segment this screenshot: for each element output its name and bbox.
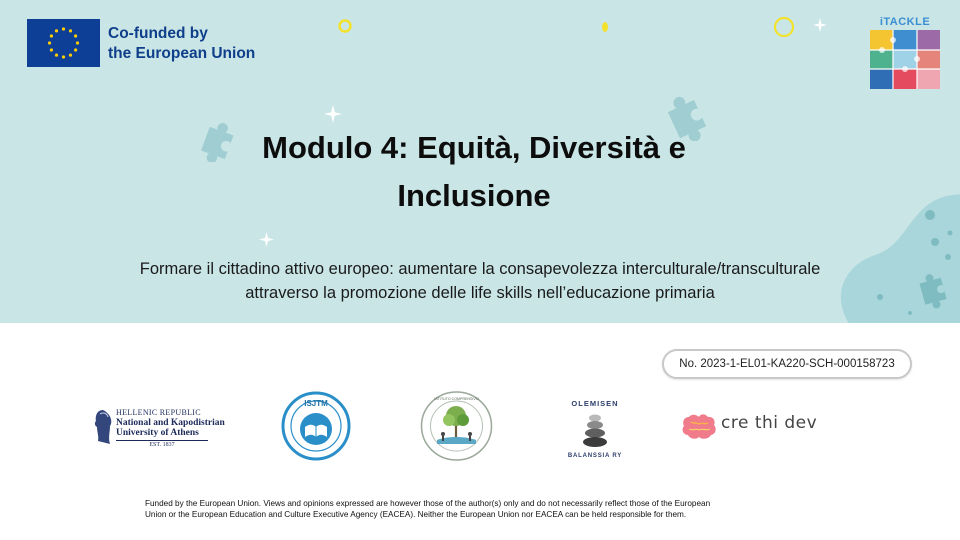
partner-logo-crethidev bbox=[681, 411, 831, 443]
ring-icon bbox=[772, 15, 796, 39]
eu-flag-icon bbox=[27, 19, 100, 67]
sparkle-icon bbox=[324, 105, 342, 123]
title-line-2: Inclusione bbox=[397, 178, 551, 213]
uoa-text bbox=[116, 408, 225, 448]
isjtm-short-label: ISJTM bbox=[304, 399, 328, 408]
uoa-line-3: University of Athens bbox=[116, 428, 199, 438]
olemisen-bottom-label: BALANSSIA RY bbox=[567, 453, 623, 459]
page-title bbox=[200, 124, 748, 220]
eu-line-1: Co-funded by bbox=[108, 25, 208, 42]
uoa-est: EST. 1837 bbox=[116, 440, 208, 448]
sparkle-icon bbox=[259, 232, 274, 247]
partner-logo-olemisen bbox=[561, 394, 629, 462]
sparkle-icon bbox=[813, 18, 827, 32]
project-number-badge: No. 2023-1-EL01-KA220-SCH-000158723 bbox=[662, 349, 912, 379]
isjtm-seal-icon bbox=[281, 391, 351, 461]
uoa-line-2: National and Kapodistrian bbox=[116, 418, 225, 428]
eu-line-2: the European Union bbox=[108, 45, 256, 62]
disclaimer-line-2: Union or the European Education and Culture Executive Agency (EACEA). Neither the European Union nor EACEA can be held responsible for them. bbox=[145, 510, 687, 519]
crethidev-label: cre thi dev bbox=[721, 413, 818, 433]
uoa-line-1: HELLENIC REPUBLIC bbox=[116, 408, 201, 417]
eu-cofunded-label bbox=[108, 24, 308, 64]
title-line-1: Modulo 4: Equità, Diversità e bbox=[262, 130, 686, 165]
ring-icon bbox=[337, 18, 353, 34]
subtitle-line-2: attraverso la promozione delle life skills nell’educazione primaria bbox=[245, 284, 715, 302]
olemisen-top-label: OLEMISEN bbox=[571, 399, 619, 408]
itackle-logo bbox=[868, 16, 942, 90]
puzzle-grid-icon bbox=[870, 30, 940, 89]
ist-seal-icon bbox=[419, 390, 494, 462]
partner-logo-uoa bbox=[92, 406, 252, 450]
partner-logo-ist bbox=[419, 390, 494, 462]
olemisen-stones-icon bbox=[561, 394, 629, 462]
dot-icon bbox=[600, 20, 610, 34]
page-subtitle bbox=[40, 257, 920, 305]
ist-ring-label: ISTITUTO COMPRENSIVO bbox=[434, 397, 479, 401]
eu-disclaimer bbox=[145, 498, 805, 520]
itackle-logo-title: iTACKLE bbox=[879, 16, 931, 28]
subtitle-line-1: Formare il cittadino attivo europeo: aumentare la consapevolezza interculturale/transculturale bbox=[139, 260, 821, 278]
disclaimer-line-1: Funded by the European Union. Views and opinions expressed are however those of the author(s) only and do not necessarily reflect those of the European bbox=[145, 499, 711, 508]
brain-icon bbox=[681, 413, 717, 441]
partner-logo-isjtm bbox=[281, 391, 351, 461]
athena-head-icon bbox=[92, 408, 114, 446]
